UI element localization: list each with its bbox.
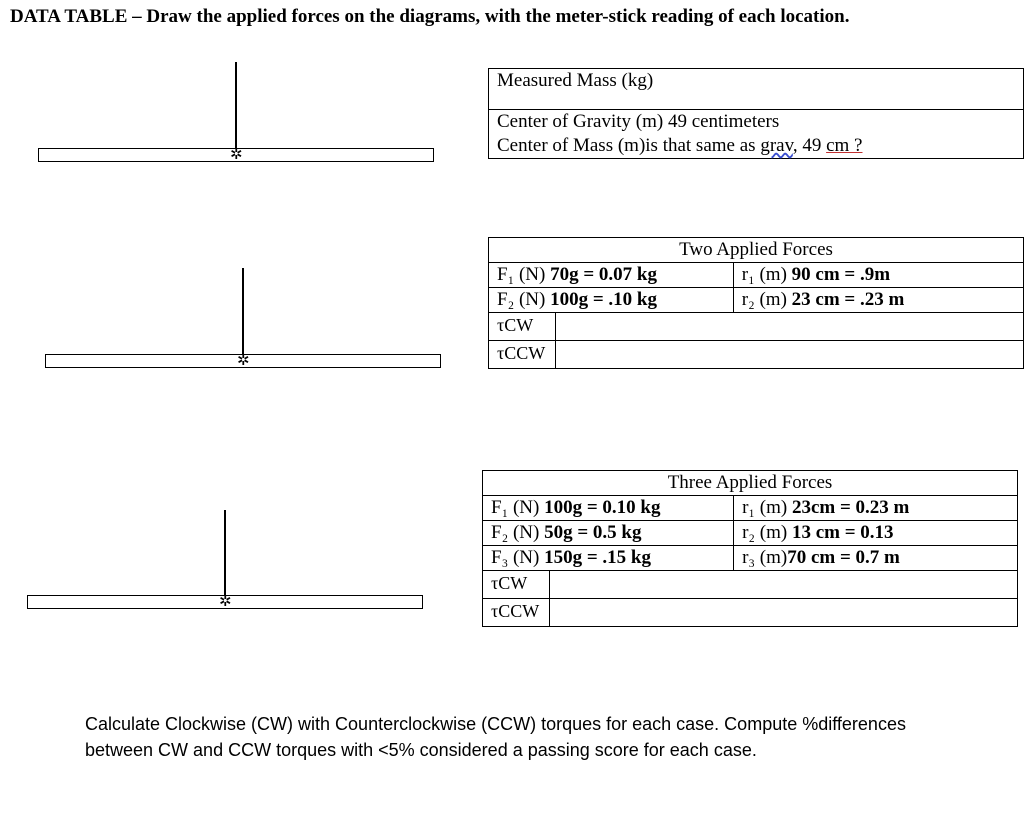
support-string: [235, 62, 237, 154]
center-of-gravity-line: Center of Gravity (m) 49 centimeters: [497, 111, 780, 132]
tau-cw-input[interactable]: [556, 313, 1024, 341]
radius-cell[interactable]: r₁ (m) 90 cm = .9m: [733, 263, 1023, 288]
two-forces-table: [488, 237, 1024, 369]
table-row: [489, 341, 1024, 369]
table-header: Two Applied Forces: [489, 238, 1024, 263]
table-row: [489, 288, 1024, 313]
center-of-mass-line: Center of Mass (m)is that same as grav, 49 cm ?: [497, 135, 863, 156]
instructions-text: Calculate Clockwise (CW) with Counterclockwise (CCW) torques for each case. Compute %differences between CW and CCW torques with <5% considered a passing score for each case.: [85, 714, 906, 760]
radius-cell[interactable]: r₃ (m)70 cm = 0.7 m: [734, 546, 1018, 571]
page-title: DATA TABLE – Draw the applied forces on the diagrams, with the meter-stick reading of each location.: [10, 6, 850, 27]
pivot-gear-icon: ✲: [237, 353, 250, 369]
force-cell[interactable]: F₃ (N) 150g = .15 kg: [483, 546, 734, 571]
tau-ccw-label: τCCW: [489, 341, 556, 369]
force-cell[interactable]: F₂ (N) 50g = 0.5 kg: [483, 521, 734, 546]
force-cell[interactable]: F₂ (N) 100g = .10 kg: [489, 288, 734, 313]
center-cell[interactable]: [489, 110, 1024, 159]
tau-ccw-label: τCCW: [483, 599, 550, 627]
measured-mass-cell[interactable]: [489, 69, 1024, 110]
radius-cell[interactable]: r₂ (m) 13 cm = 0.13: [734, 521, 1018, 546]
table-row: [483, 571, 1018, 599]
radius-cell[interactable]: r₁ (m) 23cm = 0.23 m: [734, 496, 1018, 521]
table-row: [489, 313, 1024, 341]
table-row: [483, 521, 1018, 546]
force-cell[interactable]: F₁ (N) 100g = 0.10 kg: [483, 496, 734, 521]
force-cell[interactable]: F₁ (N) 70g = 0.07 kg: [489, 263, 734, 288]
table-header: Three Applied Forces: [483, 471, 1018, 496]
support-string: [242, 268, 244, 360]
tau-ccw-input[interactable]: [550, 599, 1018, 627]
tau-cw-input[interactable]: [550, 571, 1018, 599]
three-forces-table: [482, 470, 1018, 627]
table-row: [483, 546, 1018, 571]
table-row: [489, 263, 1024, 288]
pivot-gear-icon: ✲: [219, 594, 232, 610]
tau-cw-label: τCW: [483, 571, 550, 599]
measured-mass-label: Measured Mass (kg): [497, 70, 654, 91]
pivot-gear-icon: ✲: [230, 147, 243, 163]
tau-ccw-input[interactable]: [556, 341, 1024, 369]
mass-table: [488, 68, 1024, 159]
tau-cw-label: τCW: [489, 313, 556, 341]
support-string: [224, 510, 226, 601]
radius-cell[interactable]: r₂ (m) 23 cm = .23 m: [733, 288, 1023, 313]
table-row: [483, 496, 1018, 521]
table-row: [483, 599, 1018, 627]
